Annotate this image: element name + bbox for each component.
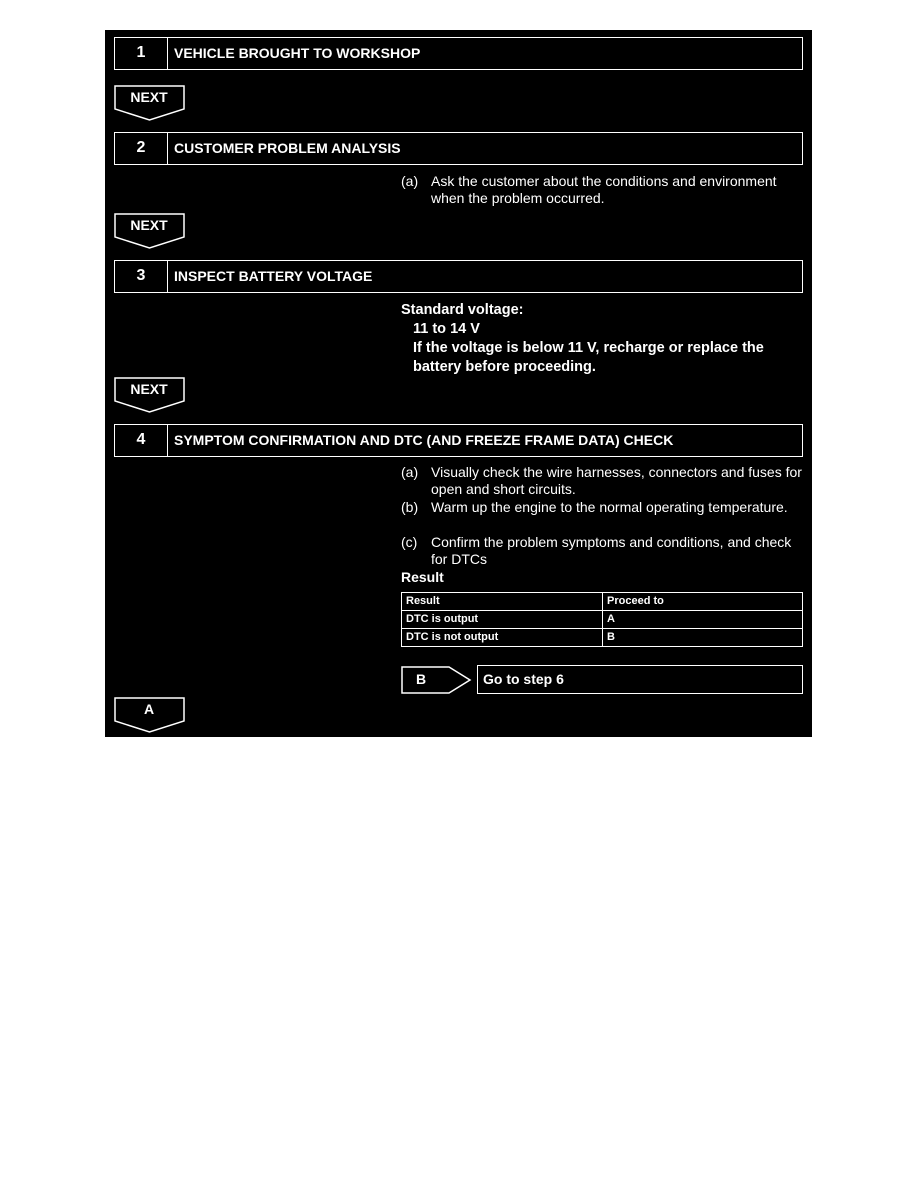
step-title: VEHICLE BROUGHT TO WORKSHOP bbox=[174, 45, 421, 61]
next-arrow-3[interactable] bbox=[114, 377, 186, 414]
step-title: SYMPTOM CONFIRMATION AND DTC (AND FREEZE FRAME DATA) CHECK bbox=[174, 432, 674, 448]
item-text: Visually check the wire harnesses, connectors and fuses for open and short circuits. bbox=[431, 464, 802, 497]
table-row bbox=[402, 611, 803, 629]
step-4-header bbox=[114, 424, 803, 457]
branch-label: B bbox=[415, 671, 427, 687]
step-3-spec bbox=[401, 301, 801, 377]
diagnostic-flowchart bbox=[105, 30, 812, 737]
step-1-header bbox=[114, 37, 803, 70]
step-3-header bbox=[114, 260, 803, 293]
spec-value: 11 to 14 V bbox=[413, 321, 480, 337]
step-title: INSPECT BATTERY VOLTAGE bbox=[174, 268, 373, 284]
branch-b-arrow[interactable] bbox=[401, 666, 473, 694]
next-arrow-1[interactable] bbox=[114, 85, 186, 122]
result-heading: Result bbox=[401, 569, 444, 585]
continue-label: A bbox=[143, 701, 155, 717]
step-number: 4 bbox=[115, 425, 168, 456]
table-cell: DTC is not output bbox=[402, 629, 603, 647]
result-table bbox=[401, 592, 803, 647]
table-cell: B bbox=[603, 629, 803, 647]
next-label: NEXT bbox=[130, 381, 168, 397]
next-arrow-2[interactable] bbox=[114, 213, 186, 250]
item-text: Warm up the engine to the normal operating temperature. bbox=[431, 499, 788, 515]
step-number: 1 bbox=[115, 38, 168, 69]
table-header-row bbox=[402, 593, 803, 611]
table-cell: A bbox=[603, 611, 803, 629]
item-marker: (c) bbox=[401, 534, 418, 550]
step-number: 2 bbox=[115, 133, 168, 164]
step-4-instructions bbox=[401, 464, 811, 574]
item-marker: (a) bbox=[401, 464, 419, 480]
continue-arrow-a[interactable] bbox=[114, 697, 186, 734]
item-text: Confirm the problem symptoms and conditions, and check for DTCs bbox=[431, 534, 792, 567]
item-text: Ask the customer about the conditions and environment when the problem occurred. bbox=[431, 173, 777, 206]
step-2-header bbox=[114, 132, 803, 165]
spec-heading: Standard voltage: bbox=[401, 302, 524, 318]
table-cell: DTC is output bbox=[402, 611, 603, 629]
step-number: 3 bbox=[115, 261, 168, 292]
table-row bbox=[402, 629, 803, 647]
item-marker: (b) bbox=[401, 499, 419, 515]
table-header-cell: Result bbox=[402, 593, 603, 611]
step-title: CUSTOMER PROBLEM ANALYSIS bbox=[174, 140, 401, 156]
next-label: NEXT bbox=[130, 89, 168, 105]
table-header-cell: Proceed to bbox=[603, 593, 803, 611]
next-label: NEXT bbox=[130, 217, 168, 233]
spec-note: If the voltage is below 11 V, recharge or replace the battery before proceeding. bbox=[413, 340, 764, 375]
step-2-instructions bbox=[401, 173, 811, 213]
goto-step-6-box[interactable]: Go to step 6 bbox=[477, 665, 803, 694]
item-marker: (a) bbox=[401, 173, 419, 189]
